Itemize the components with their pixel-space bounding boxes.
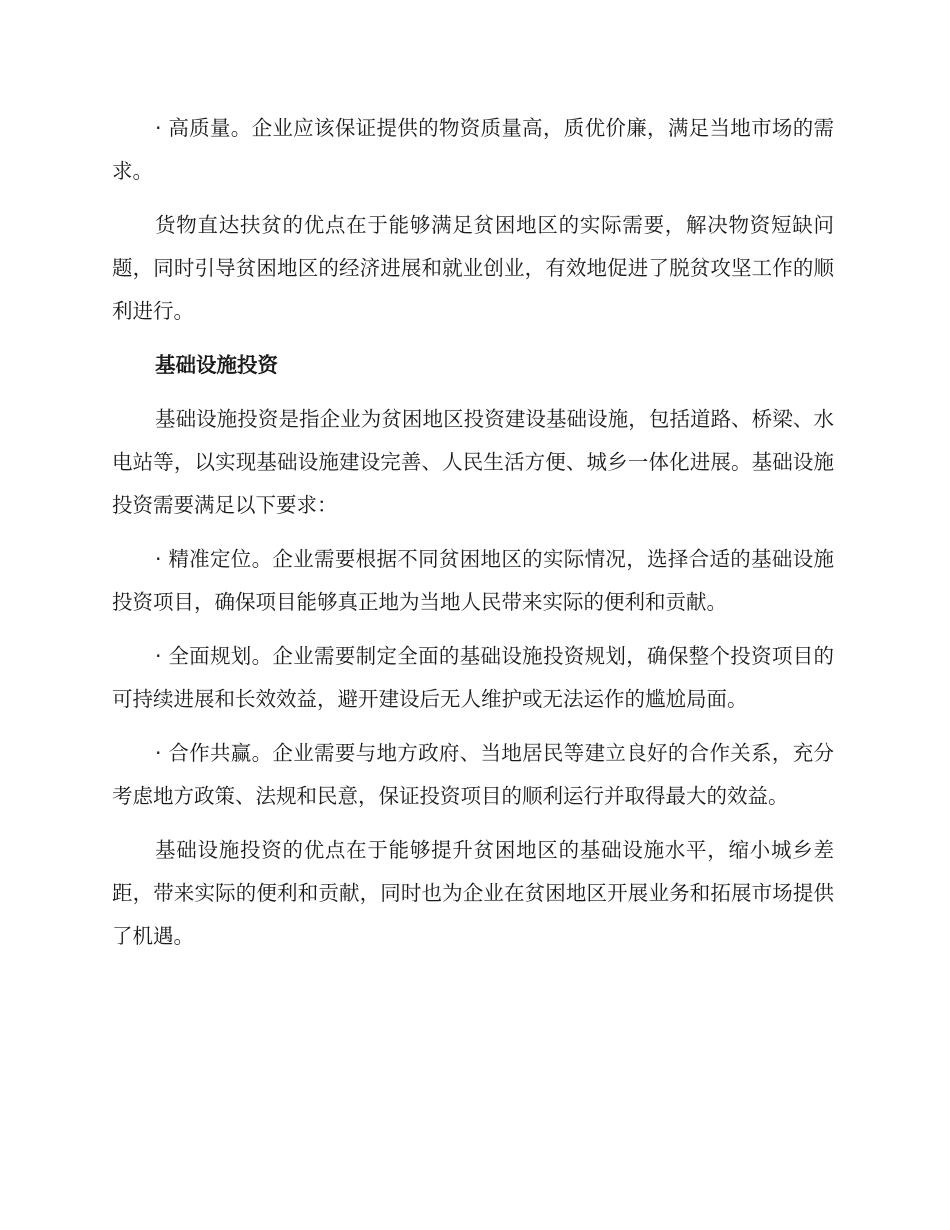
- body-paragraph-infrastructure-advantages: 基础设施投资的优点在于能够提升贫困地区的基础设施水平，缩小城乡差距，带来实际的便利和贡献，同时也为企业在贫困地区开展业务和拓展市场提供了机遇。: [112, 838, 834, 948]
- bullet-paragraph-win-win: · 合作共赢。企业需要与地方政府、当地居民等建立良好的合作关系，充分考虑地方政策、法规和民意，保证投资项目的顺利运行并取得最大的效益。: [112, 741, 834, 808]
- bullet-paragraph-full-planning: · 全面规划。企业需要制定全面的基础设施投资规划，确保整个投资项目的可持续进展和长效效益，避开建设后无人维护或无法运作的尴尬局面。: [112, 644, 834, 711]
- section-heading: 基础设施投资: [155, 353, 278, 377]
- body-paragraph-direct-delivery: 货物直达扶贫的优点在于能够满足贫困地区的实际需要，解决物资短缺问题，同时引导贫困地区的经济进展和就业创业，有效地促进了脱贫攻坚工作的顺利进行。: [112, 213, 834, 323]
- document-body: [112, 107, 834, 969]
- bullet-paragraph-high-quality: · 高质量。企业应该保证提供的物资质量高，质优价廉，满足当地市场的需求。: [112, 116, 834, 183]
- body-paragraph-infrastructure-intro: 基础设施投资是指企业为贫困地区投资建设基础设施，包括道路、桥梁、水电站等，以实现基础设施建设完善、人民生活方便、城乡一体化进展。基础设施投资需要满足以下要求：: [112, 407, 834, 517]
- bullet-paragraph-precise-positioning: · 精准定位。企业需要根据不同贫困地区的实际情况，选择合适的基础设施投资项目，确保项目能够真正地为当地人民带来实际的便利和贡献。: [112, 547, 834, 614]
